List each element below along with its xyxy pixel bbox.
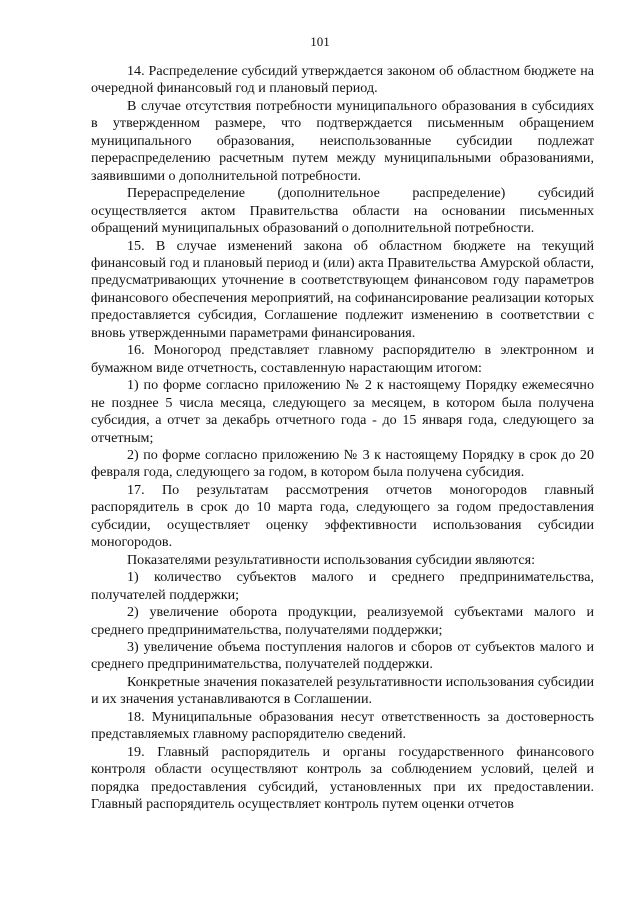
paragraph-17-values: Конкретные значения показателей результативности использования субсидии и их значения устанавливаются в Соглашении. — [91, 673, 594, 708]
paragraph-17-indicator-1: 1) количество субъектов малого и среднего предпринимательства, получателей поддержки; — [91, 569, 594, 603]
paragraph-14-no-need: В случае отсутствия потребности муниципального образования в субсидиях в утвержденном размере, что подтверждается письменным обращением муниципального образования, неиспользованные субсидии подлежат перераспределению расчетным путем между муниципальными образованиями, заявившими о дополнительной потребности. — [91, 97, 594, 184]
paragraph-17-indicators: Показателями результативности использования субсидии являются: — [127, 551, 536, 568]
paragraph-16: 16. Моногород представляет главному распорядителю в электронном и бумажном виде отчетность, составленную нарастающим итогом: — [91, 342, 594, 376]
paragraph-19: 19. Главный распорядитель и органы государственного финансового контроля области осуществляют контроль за соблюдением условий, целей и порядка предоставления субсидий, установленных при их предоставлении. Главный распорядитель осуществляет контроль путем оценки отчетов — [91, 743, 594, 813]
document-body — [91, 63, 594, 813]
paragraph-14: 14. Распределение субсидий утверждается законом об областном бюджете на очередной финансовый год и плановый период. — [91, 63, 594, 97]
paragraph-18: 18. Муниципальные образования несут ответственность за достоверность представляемых главному распорядителю сведений. — [91, 708, 594, 743]
paragraph-17-indicator-3: 3) увеличение объема поступления налогов и сборов от субъектов малого и среднего предпринимательства, получателей поддержки. — [91, 638, 594, 673]
paragraph-16-item-2: 2) по форме согласно приложению № 3 к настоящему Порядку в срок до 20 февраля года, следующего за годом, в котором была получена субсидия. — [91, 446, 594, 481]
page-number: 101 — [310, 34, 330, 49]
paragraph-17: 17. По результатам рассмотрения отчетов моногородов главный распорядитель в срок до 10 марта года, следующего за годом предоставления субсидии, осуществляет оценку эффективности использования субсидии моногородов. — [91, 481, 594, 551]
paragraph-14-redistribution: Перераспределение (дополнительное распределение) субсидий осуществляется актом Правительства области на основании письменных обращений муниципальных образований о дополнительной потребности. — [91, 185, 594, 237]
paragraph-15: 15. В случае изменений закона об областном бюджете на текущий финансовый год и плановый период и (или) акта Правительства Амурской области, предусматривающих уточнение в соответствующем финансовом году параметров финансового обеспечения мероприятий, на софинансирование реализации которых предоставляется субсидия, Соглашение подлежит изменению в соответствии с вновь утвержденными параметрами финансирования. — [91, 237, 594, 341]
paragraph-17-indicator-2: 2) увеличение оборота продукции, реализуемой субъектами малого и среднего предпринимательства, получателями поддержки; — [91, 604, 594, 638]
paragraph-16-item-1: 1) по форме согласно приложению № 2 к настоящему Порядку ежемесячно не позднее 5 числа месяца, следующего за месяцем, в котором была получена субсидия, а отчет за декабрь отчетного года - до 15 января года, следующего за отчетным; — [91, 377, 594, 446]
